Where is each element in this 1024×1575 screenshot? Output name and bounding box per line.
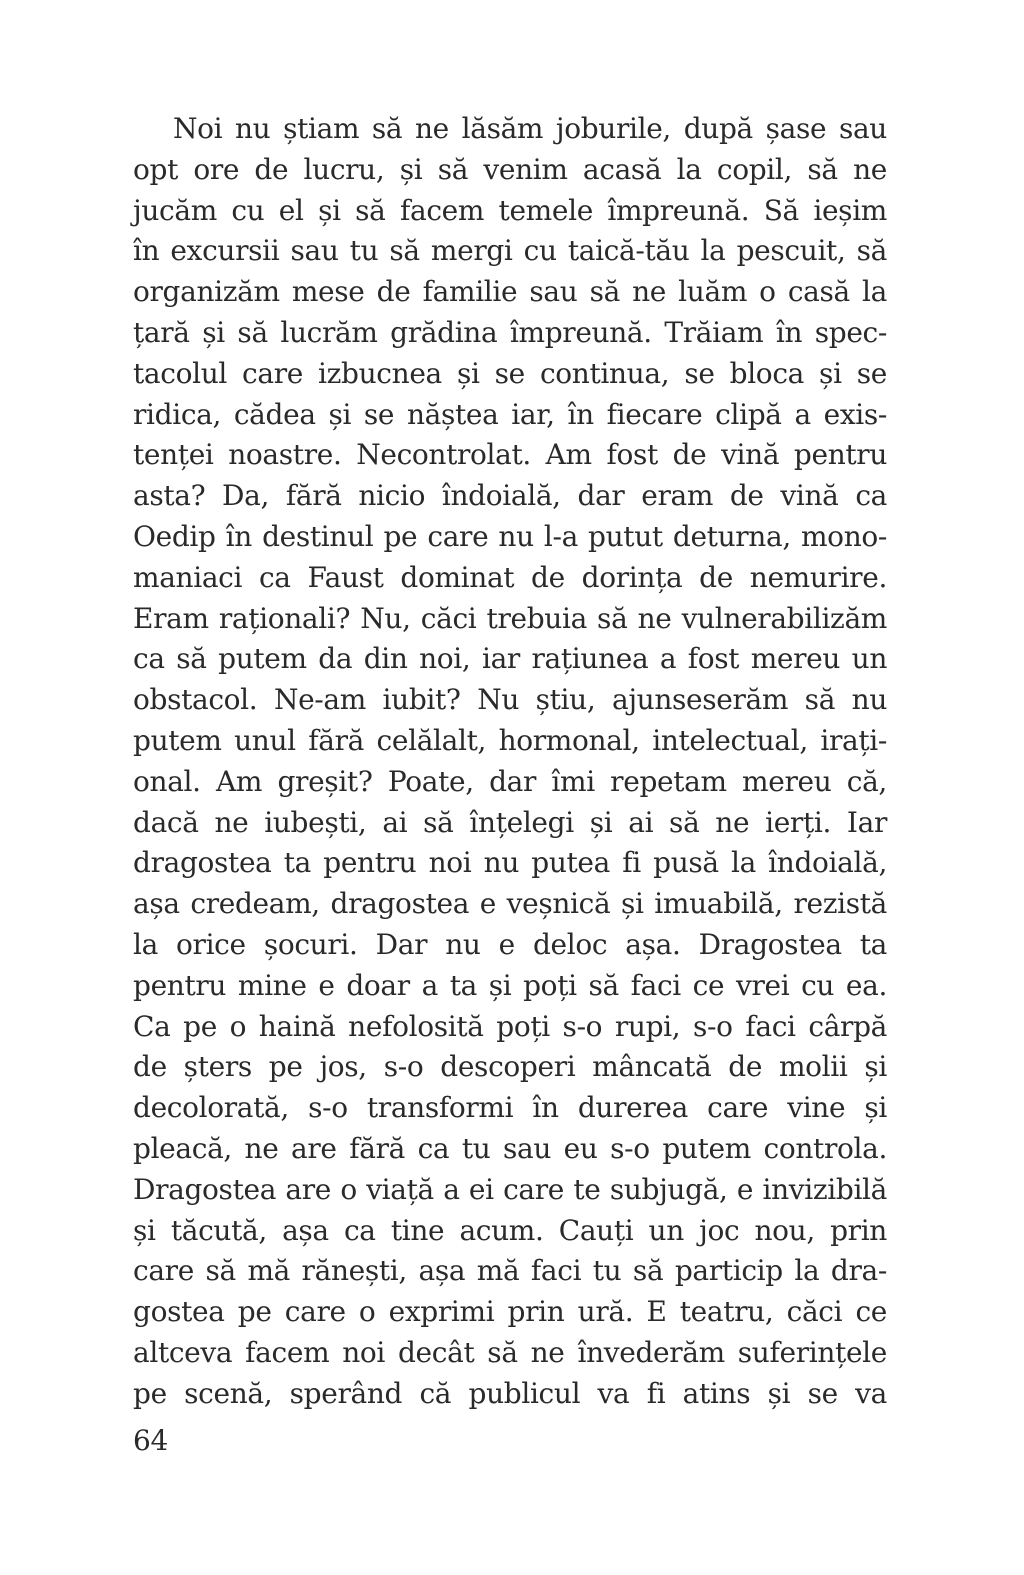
text-line: dacă ne iubești, ai să înțelegi și ai să ne ierți. Iar: [133, 805, 887, 839]
text-line: jucăm cu el și să facem temele împreună. Să ieșim: [133, 193, 887, 227]
text-line: Eram raționali? Nu, căci trebuia să ne vulnerabilizăm: [133, 601, 887, 635]
text-line: dragostea ta pentru noi nu putea fi pusă la îndoială,: [133, 846, 887, 880]
text-line: obstacol. Ne-am iubit? Nu știu, ajunseserăm să nu: [133, 683, 887, 717]
text-line: tenței noastre. Necontrolat. Am fost de vină pentru: [133, 438, 887, 472]
text-line: onal. Am greșit? Poate, dar îmi repetam mereu că,: [133, 764, 887, 798]
text-line: putem unul fără celălalt, hormonal, intelectual, irați-: [133, 723, 887, 757]
text-line: Oedip în destinul pe care nu l-a putut deturna, mono-: [133, 519, 887, 553]
text-line: pleacă, ne are fără ca tu sau eu s-o putem controla.: [133, 1131, 887, 1165]
body-text: [133, 109, 887, 1415]
text-line: tacolul care izbucnea și se continua, se bloca și se: [133, 356, 887, 390]
text-line: opt ore de lucru, și să venim acasă la copil, să ne: [133, 152, 887, 186]
page-number: 64: [133, 1424, 169, 1457]
text-line: Ca pe o haină nefolosită poți s-o rupi, s-o faci cârpă: [133, 1009, 887, 1043]
text-line: care să mă rănești, așa mă faci tu să particip la dra-: [133, 1254, 887, 1288]
text-line: Noi nu știam să ne lăsăm joburile, după șase sau: [173, 112, 887, 145]
text-line: ridica, cădea și se năștea iar, în fiecare clipă a exis-: [133, 397, 887, 431]
text-line: gostea pe care o exprimi prin ură. E teatru, căci ce: [133, 1295, 887, 1329]
text-line: asta? Da, fără nicio îndoială, dar eram de vină ca: [133, 479, 887, 513]
text-line: așa credeam, dragostea e veșnică și imuabilă, rezistă: [133, 887, 887, 921]
text-line: maniaci ca Faust dominat de dorința de nemurire.: [133, 560, 887, 594]
text-line: și tăcută, așa ca tine acum. Cauți un joc nou, prin: [133, 1213, 887, 1247]
text-line: la orice șocuri. Dar nu e deloc așa. Dragostea ta: [133, 927, 887, 961]
text-line: ca să putem da din noi, iar rațiunea a fost mereu un: [133, 642, 887, 676]
text-line: pe scenă, sperând că publicul va fi atins și se va: [133, 1376, 887, 1410]
text-line: pentru mine e doar a ta și poți să faci ce vrei cu ea.: [133, 968, 887, 1002]
text-line: de șters pe jos, s-o descoperi mâncată de molii și: [133, 1050, 887, 1084]
text-line: altceva facem noi decât să ne învederăm suferințele: [133, 1335, 887, 1369]
text-line: țară și să lucrăm grădina împreună. Trăiam în spec-: [133, 315, 887, 349]
text-line: organizăm mese de familie sau să ne luăm o casă la: [133, 275, 887, 309]
text-line: Dragostea are o viață a ei care te subjugă, e invizibilă: [133, 1172, 887, 1206]
text-line: decolorată, s-o transformi în durerea care vine și: [133, 1091, 887, 1125]
text-line: în excursii sau tu să mergi cu taică-tău la pescuit, să: [133, 234, 887, 268]
